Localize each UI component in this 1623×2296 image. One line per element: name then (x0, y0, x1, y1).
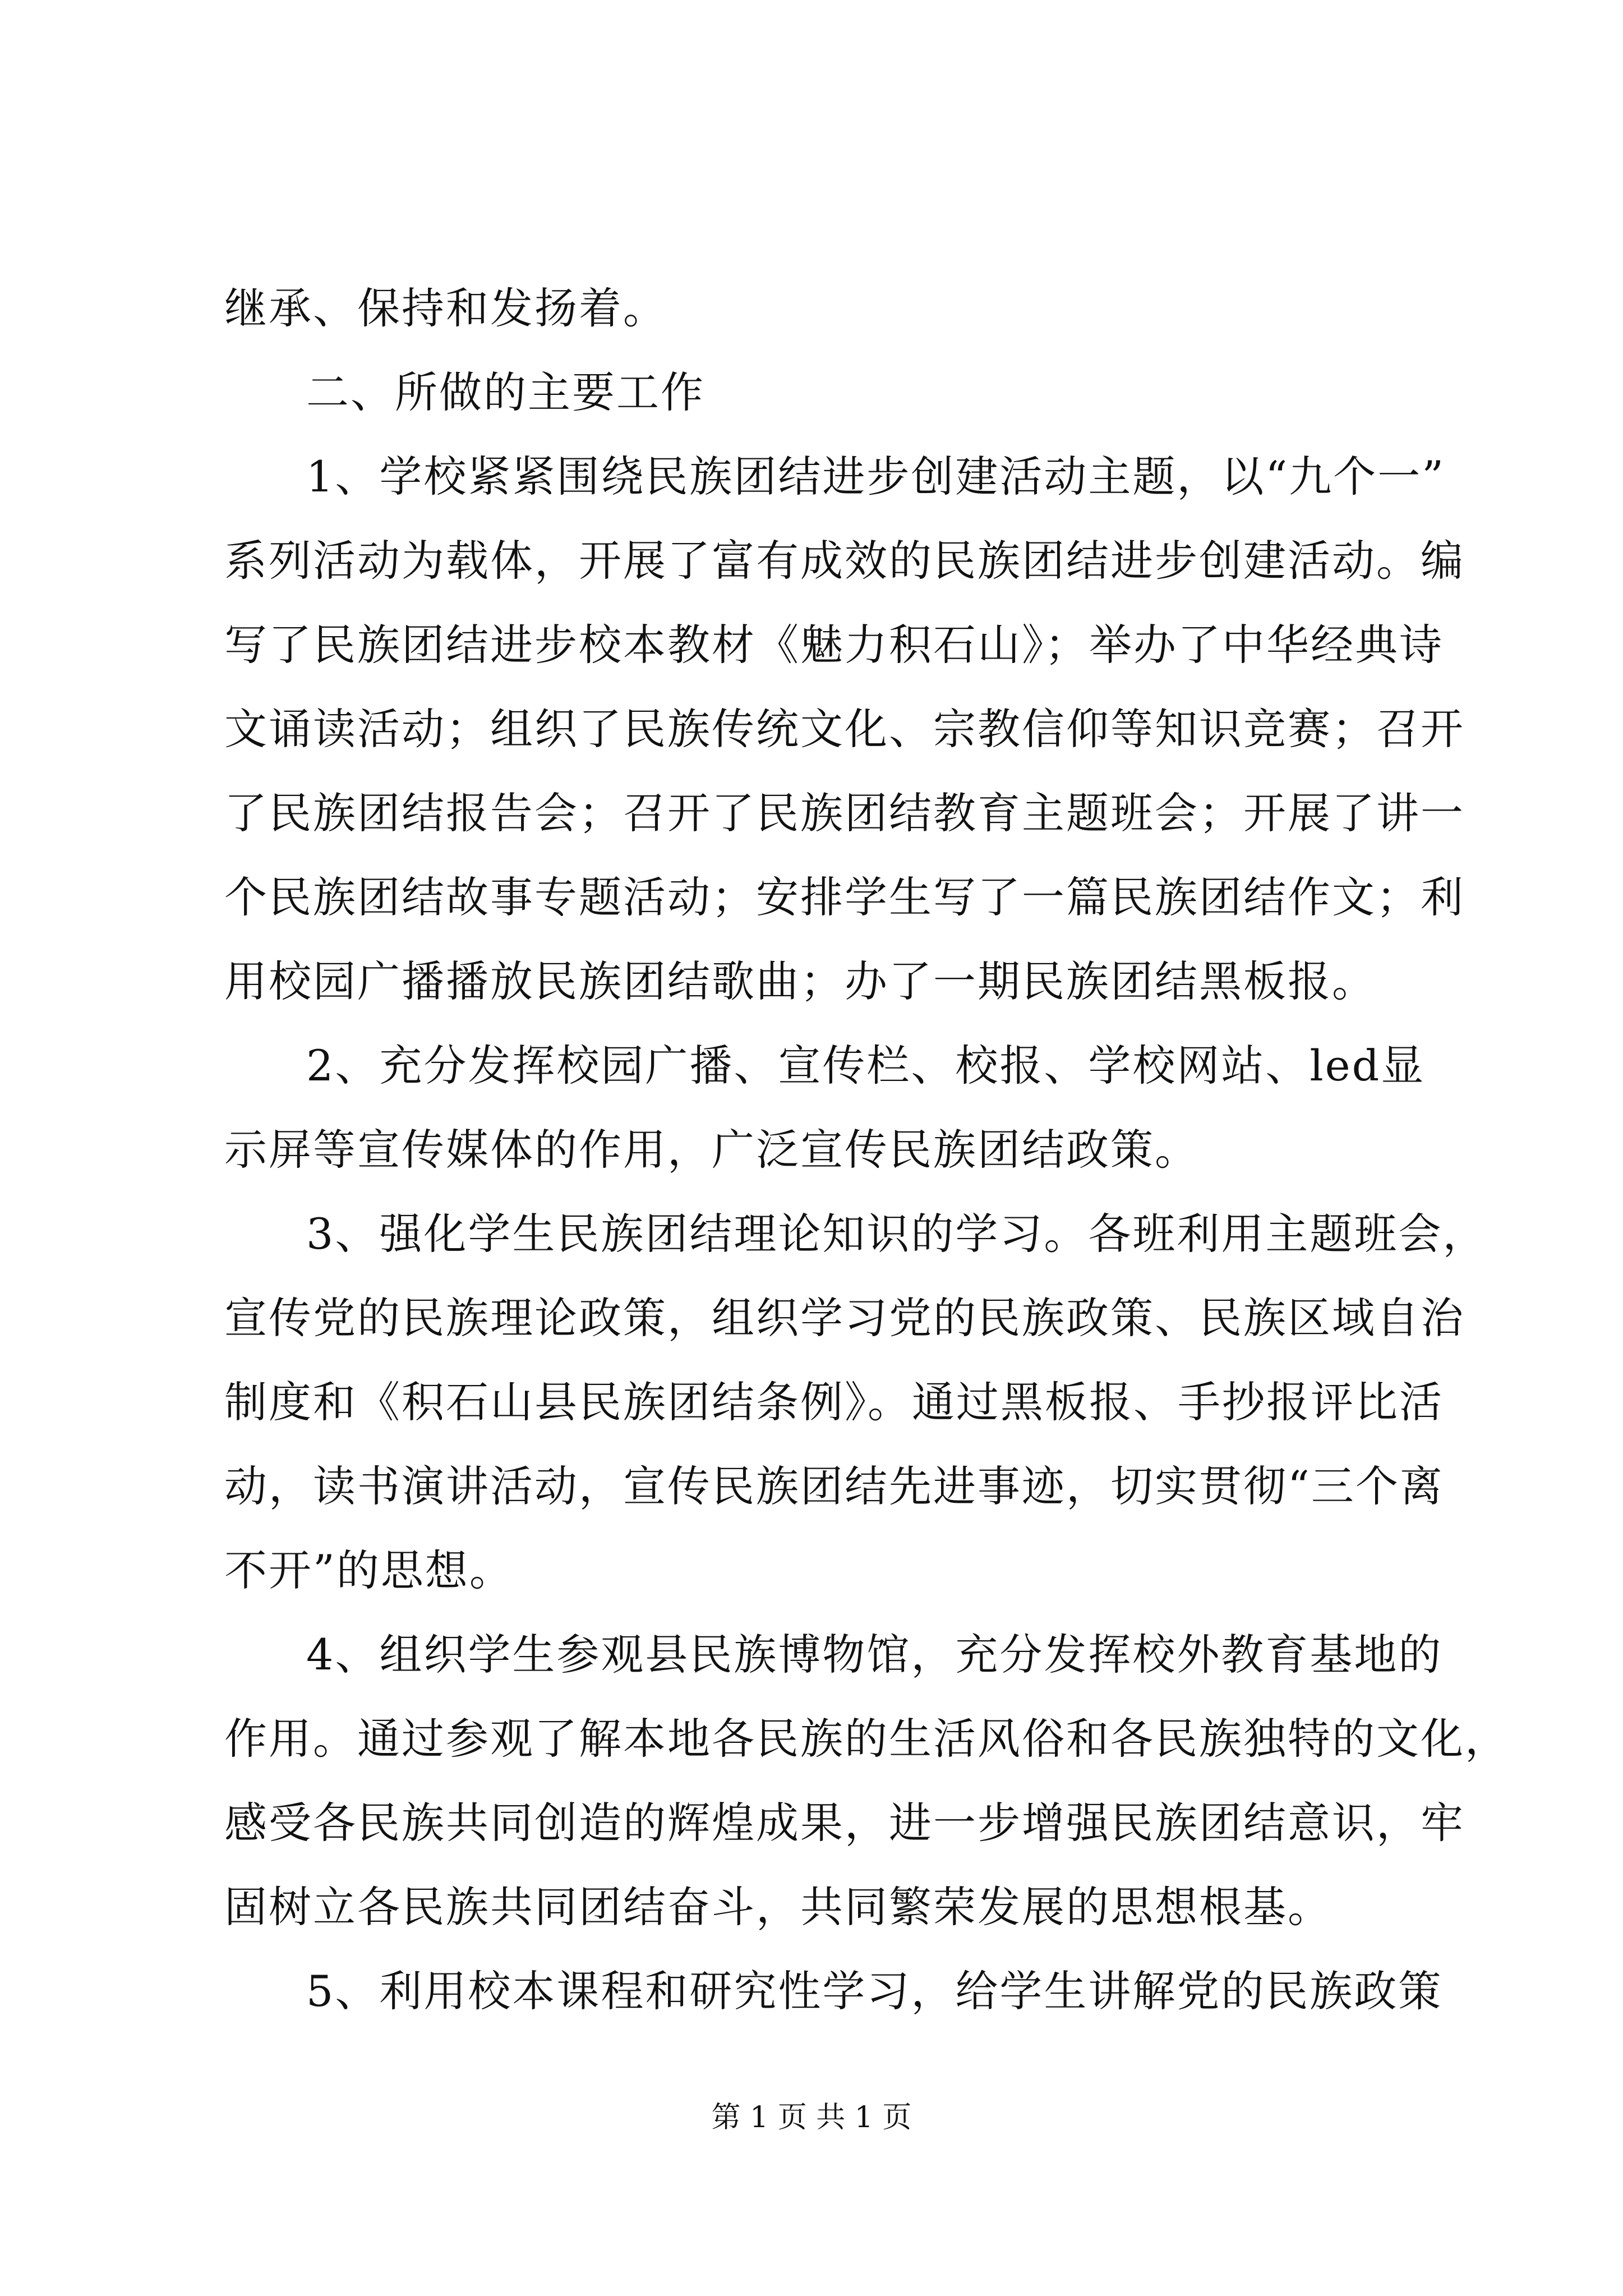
page-number-footer: 第 1 页 共 1 页 (711, 2101, 912, 2134)
paragraph-1-line: 了民族团结报告会；召开了民族团结教育主题班会；开展了讲一 (224, 788, 1465, 838)
paragraph-3-line: 宣传党的民族理论政策，组织学习党的民族政策、民族区域自治 (224, 1293, 1465, 1343)
paragraph-1-line: 文诵读活动；组织了民族传统文化、宗教信仰等知识竞赛；召开 (224, 704, 1465, 754)
paragraph-3-line: 动，读书演讲活动，宣传民族团结先进事迹，切实贯彻“三个离 (224, 1461, 1444, 1511)
paragraph-1-line: 个民族团结故事专题活动；安排学生写了一篇民族团结作文；利 (224, 872, 1465, 922)
paragraph-4-line: 固树立各民族共同团结奋斗，共同繁荣发展的思想根基。 (224, 1882, 1332, 1932)
paragraph-4-line: 感受各民族共同创造的辉煌成果，进一步增强民族团结意识，牢 (224, 1798, 1465, 1848)
paragraph-1-line: 系列活动为载体，开展了富有成效的民族团结进步创建活动。编 (224, 536, 1465, 586)
paragraph-4-line: 作用。通过参观了解本地各民族的生活风俗和各民族独特的文化， (224, 1714, 1509, 1764)
section-heading: 二、所做的主要工作 (306, 367, 705, 417)
paragraph-2-line: 2、充分发挥校园广播、宣传栏、校报、学校网站、led显 (306, 1041, 1426, 1091)
paragraph-3-line: 不开”的思想。 (224, 1545, 514, 1595)
paragraph-5-line: 5、利用校本课程和研究性学习，给学生讲解党的民族政策 (306, 1966, 1443, 2016)
paragraph-2-line: 示屏等宣传媒体的作用，广泛宣传民族团结政策。 (224, 1125, 1199, 1175)
paragraph-1-line: 1、学校紧紧围绕民族团结进步创建活动主题，以“九个一” (306, 452, 1446, 501)
paragraph-3-line: 制度和《积石山县民族团结条例》。通过黑板报、手抄报评比活 (224, 1377, 1444, 1427)
paragraph-1-line: 写了民族团结进步校本教材《魅力积石山》；举办了中华经典诗 (224, 620, 1444, 670)
paragraph-1-line: 用校园广播播放民族团结歌曲；办了一期民族团结黑板报。 (224, 956, 1376, 1006)
text-line: 继承、保持和发扬着。 (224, 283, 667, 333)
paragraph-3-line: 3、强化学生民族团结理论知识的学习。各班利用主题班会， (306, 1209, 1487, 1259)
paragraph-4-line: 4、组织学生参观县民族博物馆，充分发挥校外教育基地的 (306, 1630, 1443, 1680)
